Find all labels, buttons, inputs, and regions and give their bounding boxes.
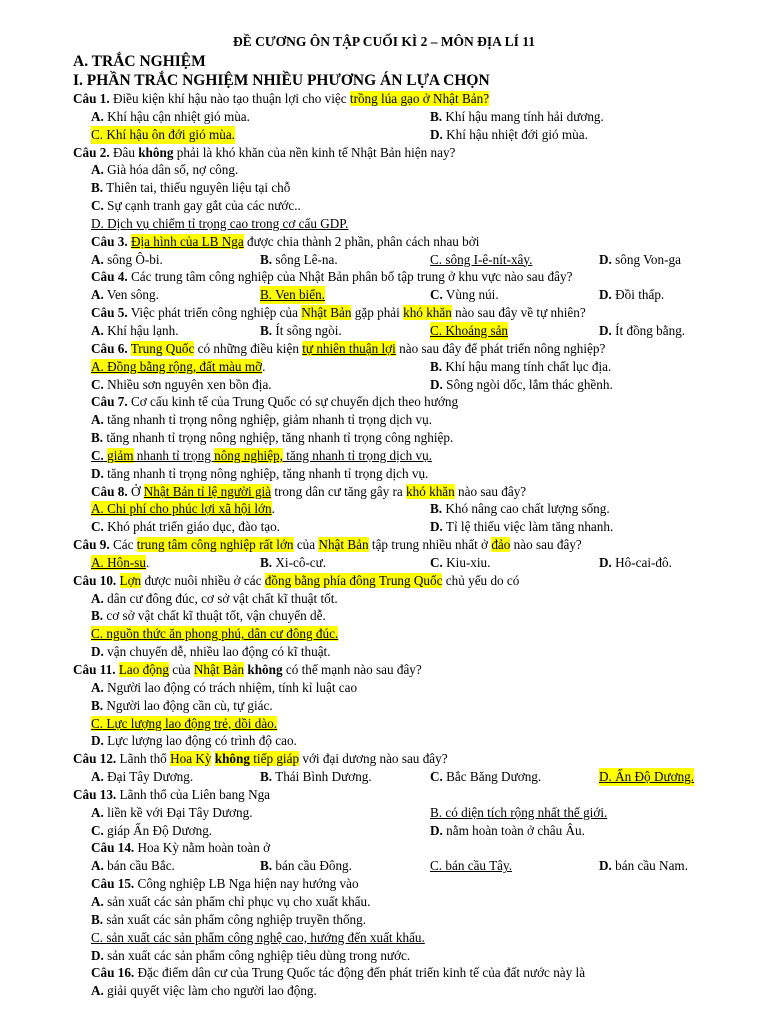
option-d	[599, 251, 681, 269]
text-span: Bắc Băng Dương.	[446, 769, 542, 785]
option-c	[91, 197, 768, 215]
text-span: tăng nhanh tỉ trọng nông nghiệp, giảm nhanh tỉ trọng dịch vụ.	[107, 412, 433, 428]
text-span: Lao động	[118, 662, 169, 677]
text-span: sông Von-ga	[615, 251, 681, 267]
option-c	[91, 822, 212, 840]
text-span: giáp Ấn Độ Dương.	[107, 822, 213, 838]
text-span: vận chuyển dễ, nhiều lao động có kĩ thuật.	[107, 644, 331, 660]
option-b	[430, 500, 610, 518]
text-span: Nhật Bản	[193, 662, 245, 677]
text-span: C.	[91, 198, 104, 214]
text-span: Câu 8.	[91, 483, 128, 499]
text-span: Đâu	[109, 144, 139, 160]
text-span: nông nghiệp,	[214, 447, 283, 463]
text-span: Lợn	[119, 572, 142, 588]
text-span: giải quyết việc làm cho người lao động.	[107, 983, 317, 999]
question-9	[73, 536, 768, 554]
option-d-answer: D. Ấn Độ Dương.	[599, 769, 695, 785]
text-span: Ven sông.	[106, 287, 159, 303]
text-span: tập trung nhiều nhất ở	[368, 537, 492, 553]
option-b	[260, 251, 338, 269]
text-span: A.	[91, 108, 104, 124]
text-span: A.	[91, 322, 104, 338]
text-span: A. Đồng bằng rộng, đất màu mỡ	[91, 358, 263, 374]
text-span: A.	[91, 590, 104, 606]
text-span: B.	[91, 608, 104, 624]
option-b	[91, 697, 768, 715]
question-8	[91, 483, 768, 501]
text-span: B.	[430, 358, 443, 374]
text-span: Khí hậu lạnh.	[107, 322, 179, 338]
option-b	[91, 911, 768, 929]
text-span: A.	[91, 251, 104, 267]
question-16	[91, 964, 768, 982]
text-span: Đại Tây Dương.	[107, 769, 194, 785]
text-span: đảo	[491, 537, 511, 553]
text-span: Thiên tai, thiếu nguyên liệu tại chỗ	[106, 180, 291, 196]
text-span: nhanh tỉ trọng	[133, 447, 215, 463]
text-span: D.	[599, 858, 612, 874]
text-span: B.	[91, 697, 104, 713]
option-c-answer: C. sông I-ê-nít-xây.	[430, 251, 533, 267]
option-d	[599, 857, 688, 875]
text-span: tăng nhanh tỉ trọng nông nghiệp, tăng nhanh tỉ trọng công nghiệp.	[106, 430, 454, 446]
text-span: D.	[599, 322, 612, 338]
options-row	[0, 768, 768, 786]
text-span: C.	[91, 447, 104, 463]
text-span: Câu 14.	[91, 840, 135, 856]
text-span: Đặc điểm dân cư của Trung Quốc tác động đến phát triển kinh tế của đất nước này là	[134, 965, 586, 981]
option-a	[91, 322, 179, 340]
text-span: nào sau đây về tự nhiên?	[451, 305, 586, 321]
text-span: Các trung tâm công nghiệp của Nhật Bản phân bố tập trung ở khu vực nào sau đây?	[127, 269, 573, 285]
text-span: A.	[91, 162, 104, 178]
text-span: .	[262, 358, 266, 374]
option-c-answer	[91, 447, 768, 465]
text-span: bán cầu Nam.	[615, 858, 688, 874]
text-span: giảm	[107, 447, 134, 463]
text-span: A.	[91, 679, 104, 695]
text-span: Câu 6.	[91, 340, 128, 356]
section-i-heading: I. PHẦN TRẮC NGHIỆM NHIỀU PHƯƠNG ÁN LỰA CHỌN	[73, 72, 490, 89]
question-5	[91, 304, 768, 322]
option-d	[91, 643, 768, 661]
text-span: A.	[91, 287, 104, 303]
text-span: Câu 12.	[73, 751, 117, 767]
text-span: A. Chi phí cho phúc lợi xã hội lớn	[91, 501, 272, 517]
text-span: B.	[91, 911, 104, 927]
options-row	[0, 376, 768, 394]
text-span: D.	[430, 519, 443, 535]
text-span: Câu 9.	[73, 537, 110, 553]
option-c-answer: C. Khí hậu ôn đới gió mùa.	[91, 126, 235, 142]
option-a	[91, 804, 253, 822]
text-span: C. nguồn thức ăn phong phú, dân cư đông đúc.	[91, 626, 339, 642]
options-row	[0, 822, 768, 840]
option-c-answer	[91, 625, 768, 643]
option-d	[91, 947, 768, 965]
option-a	[91, 108, 250, 126]
text-span: sản xuất các sản phẩm chỉ phục vụ cho xuất khẩu.	[107, 893, 371, 909]
text-span: tự nhiên thuận lợi	[302, 340, 396, 356]
document-title: ĐỀ CƯƠNG ÔN TẬP CUỐI KÌ 2 – MÔN ĐỊA LÍ 11	[233, 34, 535, 49]
text-span: Già hóa dân số, nợ công.	[107, 162, 239, 178]
text-span: Lực lượng lao động có trình độ cao.	[107, 733, 297, 749]
text-span: tiếp giáp	[249, 751, 300, 767]
text-span: A.	[91, 804, 104, 820]
text-span: Khí hậu mang tính chất lục địa.	[445, 358, 612, 374]
text-span: B.	[260, 858, 273, 874]
text-span: Câu 15.	[91, 876, 135, 892]
option-c	[430, 286, 499, 304]
text-span: khó khăn	[403, 305, 452, 321]
text-span: nào sau đây?	[510, 537, 582, 553]
text-span: Kiu-xiu.	[446, 554, 491, 570]
text-span: được chia thành 2 phần, phân cách nhau bởi	[243, 233, 480, 249]
option-b	[91, 429, 768, 447]
text-span: Nhật Bản tỉ lệ người già	[143, 483, 272, 499]
options-row	[0, 804, 768, 822]
option-d-answer	[91, 215, 768, 233]
question-2	[73, 144, 768, 162]
text-span: Khí hậu nhiệt đới gió mùa.	[446, 126, 588, 142]
option-b	[260, 554, 326, 572]
text-span: trong dân cư tăng gây ra	[271, 483, 407, 499]
option-d	[599, 286, 664, 304]
text-span: sản xuất các sản phẩm công nghiệp tiêu dùng trong nước.	[107, 947, 411, 963]
text-span: Khí hậu cận nhiệt gió mùa.	[107, 108, 250, 124]
text-span: sông Lê-na.	[275, 251, 338, 267]
text-span: A.	[91, 983, 104, 999]
text-span: sông Ô-bi.	[107, 251, 163, 267]
text-span: D.	[430, 376, 443, 392]
text-span: nằm hoàn toàn ở châu Âu.	[446, 822, 585, 838]
text-span: Câu 2.	[73, 144, 110, 160]
option-c-answer: C. sản xuất các sản phẩm công nghệ cao, hướng đến xuất khẩu.	[91, 929, 425, 945]
text-span: trung tâm công nghiệp rất lớn	[136, 537, 294, 553]
text-span: Sự cạnh tranh gay gắt của các nước..	[107, 198, 301, 214]
text-span: Hoa Kỳ nằm hoàn toàn ở	[134, 840, 271, 856]
question-1	[73, 90, 768, 108]
option-a	[91, 893, 768, 911]
text-span: Câu 11.	[73, 662, 116, 677]
highlighted-text: trồng lúa gạo ở Nhật Bản?	[349, 91, 490, 106]
text-span: A.	[91, 893, 104, 909]
text-span: Câu 16.	[91, 965, 135, 981]
question-6	[91, 340, 768, 358]
option-d	[430, 376, 613, 394]
option-c	[430, 554, 490, 572]
text-span: A.	[91, 412, 104, 428]
text-span: D.	[599, 287, 612, 303]
text-span: C.	[430, 769, 443, 785]
text-span: D.	[599, 251, 612, 267]
text-span: Địa hình của LB Nga	[130, 233, 244, 249]
option-d	[430, 518, 613, 536]
question-10	[73, 572, 768, 590]
text-span: của	[293, 537, 319, 553]
text-span: B.	[260, 554, 273, 570]
option-b	[91, 179, 768, 197]
text-span: .	[145, 554, 150, 570]
text-span: nào sau đây?	[454, 483, 527, 499]
options-row	[0, 108, 768, 126]
text-span: C.	[430, 287, 443, 303]
text-span: D.	[430, 126, 443, 142]
text-span: D. Dịch vụ chiếm tỉ trọng cao trong cơ cấu GDP.	[91, 215, 349, 231]
question-3	[91, 233, 768, 251]
question-14	[91, 839, 768, 857]
option-c	[91, 376, 272, 394]
text-span: chủ yếu do có	[442, 572, 520, 588]
text-span: A.	[91, 769, 104, 785]
option-d	[430, 822, 585, 840]
text-span: B.	[260, 769, 273, 785]
text-span: bán cầu Bắc.	[107, 858, 175, 874]
text-span: bán cầu Đông.	[275, 858, 352, 874]
option-a	[91, 286, 159, 304]
text-span: Khó phát triển giáo dục, đào tạo.	[107, 519, 280, 535]
option-d	[430, 126, 588, 144]
document-page	[0, 32, 768, 1000]
text-span: Ở	[127, 483, 144, 499]
option-b-answer: B. có diện tích rộng nhất thế giới.	[430, 804, 608, 820]
option-a-answer	[91, 500, 275, 518]
text-span: của	[169, 662, 194, 677]
option-b	[260, 857, 352, 875]
text-span: D.	[599, 554, 612, 570]
text-span: không	[247, 662, 283, 677]
question-15	[91, 875, 768, 893]
option-b	[430, 108, 604, 126]
option-b	[260, 768, 372, 786]
options-row	[0, 518, 768, 536]
option-a-answer	[91, 554, 149, 572]
text-span: không	[138, 144, 174, 160]
text-span: D.	[91, 947, 104, 963]
text-span: Cơ cấu kinh tế của Trung Quốc có sự chuyển dịch theo hướng	[127, 394, 459, 410]
option-a	[91, 679, 768, 697]
option-b	[430, 358, 611, 376]
option-a	[91, 768, 193, 786]
question-13	[73, 786, 768, 804]
text-span: Câu 5.	[91, 305, 128, 321]
text-span: đồng bằng phía đông Trung Quốc	[264, 572, 443, 588]
text-span: được nuôi nhiều ở các	[141, 572, 265, 588]
text-span: tăng nhanh tỉ trọng nông nghiệp, tăng nhanh tỉ trọng dịch vụ.	[107, 465, 429, 481]
options-row	[0, 322, 768, 340]
text-span: Nhật Bản	[318, 537, 369, 553]
question-number: Câu 1.	[73, 91, 110, 106]
text-span: B.	[430, 501, 443, 517]
text-span: Các	[109, 537, 137, 553]
text-span: D.	[91, 644, 104, 660]
text-span: Công nghiệp LB Nga hiện nay hướng vào	[134, 876, 359, 892]
question-11	[73, 661, 768, 679]
question-12	[73, 750, 768, 768]
option-a	[91, 590, 768, 608]
text-span: liền kề với Đại Tây Dương.	[107, 804, 253, 820]
option-a	[91, 982, 768, 1000]
options-row	[0, 500, 768, 518]
option-c	[430, 768, 541, 786]
text-span: có thế mạnh nào sau đây?	[282, 662, 422, 677]
text-span: Sông ngòi dốc, lắm thác ghềnh.	[446, 376, 613, 392]
text-span: C.	[91, 519, 104, 535]
options-row	[0, 126, 768, 144]
text-span: cơ sở vật chất kĩ thuật tốt, vận chuyển dễ.	[106, 608, 326, 624]
question-4	[91, 268, 768, 286]
text-span: C.	[91, 376, 104, 392]
options-row	[0, 554, 768, 572]
text-span: không	[214, 751, 250, 767]
text-span: D.	[91, 733, 104, 749]
option-d	[599, 322, 685, 340]
text-span: Tỉ lệ thiếu việc làm tăng nhanh.	[445, 519, 614, 535]
option-c	[91, 518, 280, 536]
option-d	[599, 554, 672, 572]
text-span: Vùng núi.	[445, 287, 499, 303]
text-span: có những điều kiện	[194, 340, 303, 356]
text-span: Lãnh thổ của Liên bang Nga	[116, 786, 271, 802]
text-span: gặp phải	[351, 305, 404, 321]
text-span: Thái Bình Dương.	[275, 769, 372, 785]
options-row	[0, 857, 768, 875]
question-7	[91, 393, 768, 411]
text-span: C.	[430, 554, 443, 570]
text-span: sản xuất các sản phẩm công nghiệp truyền thống.	[106, 911, 367, 927]
text-span: phải là khó khăn của nền kinh tế Nhật Bản hiện nay?	[173, 144, 456, 160]
text-span: Hô-cai-đô.	[615, 554, 672, 570]
option-a-answer	[91, 358, 265, 376]
text-span: Nhiều sơn nguyên xen bồn địa.	[107, 376, 272, 392]
text-span: Câu 10.	[73, 572, 117, 588]
option-d	[91, 732, 768, 750]
text-span: nào sau đây để phát triển nông nghiệp?	[395, 340, 606, 356]
text-span: Khó nâng cao chất lượng sống.	[445, 501, 610, 517]
text-span: C.	[91, 822, 104, 838]
option-a	[91, 857, 175, 875]
text-span: D.	[430, 822, 443, 838]
text-span: B.	[260, 322, 273, 338]
text-span: Hoa Kỳ	[170, 751, 212, 767]
option-a	[91, 161, 768, 179]
text-span: Nhật Bản	[301, 305, 352, 321]
text-span: Trung Quốc	[130, 340, 195, 356]
text-span: A.	[91, 858, 104, 874]
text-span: B.	[430, 108, 443, 124]
options-row	[0, 251, 768, 269]
options-row	[0, 286, 768, 304]
text-span: dân cư đông đúc, cơ sở vật chất kĩ thuật tốt.	[107, 590, 338, 606]
text-span: Khí hậu mang tính hải dương.	[445, 108, 604, 124]
text-span: B.	[91, 430, 104, 446]
text-span: Người lao động có trách nhiệm, tính kỉ luật cao	[107, 679, 358, 695]
section-a-heading: A. TRẮC NGHIỆM	[73, 53, 206, 70]
question-text: Điều kiện khí hậu nào tạo thuận lợi cho việc	[109, 91, 350, 106]
option-c-answer: C. Khoáng sản	[430, 322, 509, 338]
text-span: Câu 3.	[91, 233, 128, 249]
text-span: Câu 13.	[73, 786, 117, 802]
text-span: Ít sông ngòi.	[275, 322, 342, 338]
option-b	[260, 322, 342, 340]
text-span: B.	[91, 180, 104, 196]
text-span: Việc phát triển công nghiệp của	[127, 305, 302, 321]
text-span: D.	[91, 465, 104, 481]
text-span: B.	[260, 251, 273, 267]
text-span: C. Lực lượng lao động trẻ, dồi dào.	[91, 715, 278, 731]
text-span: A. Hôn-su	[91, 554, 146, 570]
text-span: Câu 7.	[91, 394, 128, 410]
option-a	[91, 251, 163, 269]
option-d	[91, 465, 768, 483]
text-span: Đồi thấp.	[615, 287, 665, 303]
text-span: .	[271, 501, 275, 517]
text-span: Lãnh thổ	[116, 751, 171, 767]
text-span: Câu 4.	[91, 269, 128, 285]
text-span: khó khăn	[406, 483, 455, 499]
option-b-answer: B. Ven biển.	[260, 287, 325, 303]
text-span: với đại dương nào sau đây?	[299, 751, 448, 767]
text-span: Ít đồng bằng.	[615, 322, 686, 338]
option-b	[91, 607, 768, 625]
option-c-answer	[91, 715, 768, 733]
options-row	[0, 358, 768, 376]
text-span: tăng nhanh tỉ trọng dịch vụ.	[282, 447, 433, 463]
option-a	[91, 411, 768, 429]
text-span: Xi-cô-cư.	[275, 554, 327, 570]
text-span: Người lao động cần cù, tự giác.	[106, 697, 273, 713]
option-c-answer: C. bán cầu Tây.	[430, 858, 513, 874]
